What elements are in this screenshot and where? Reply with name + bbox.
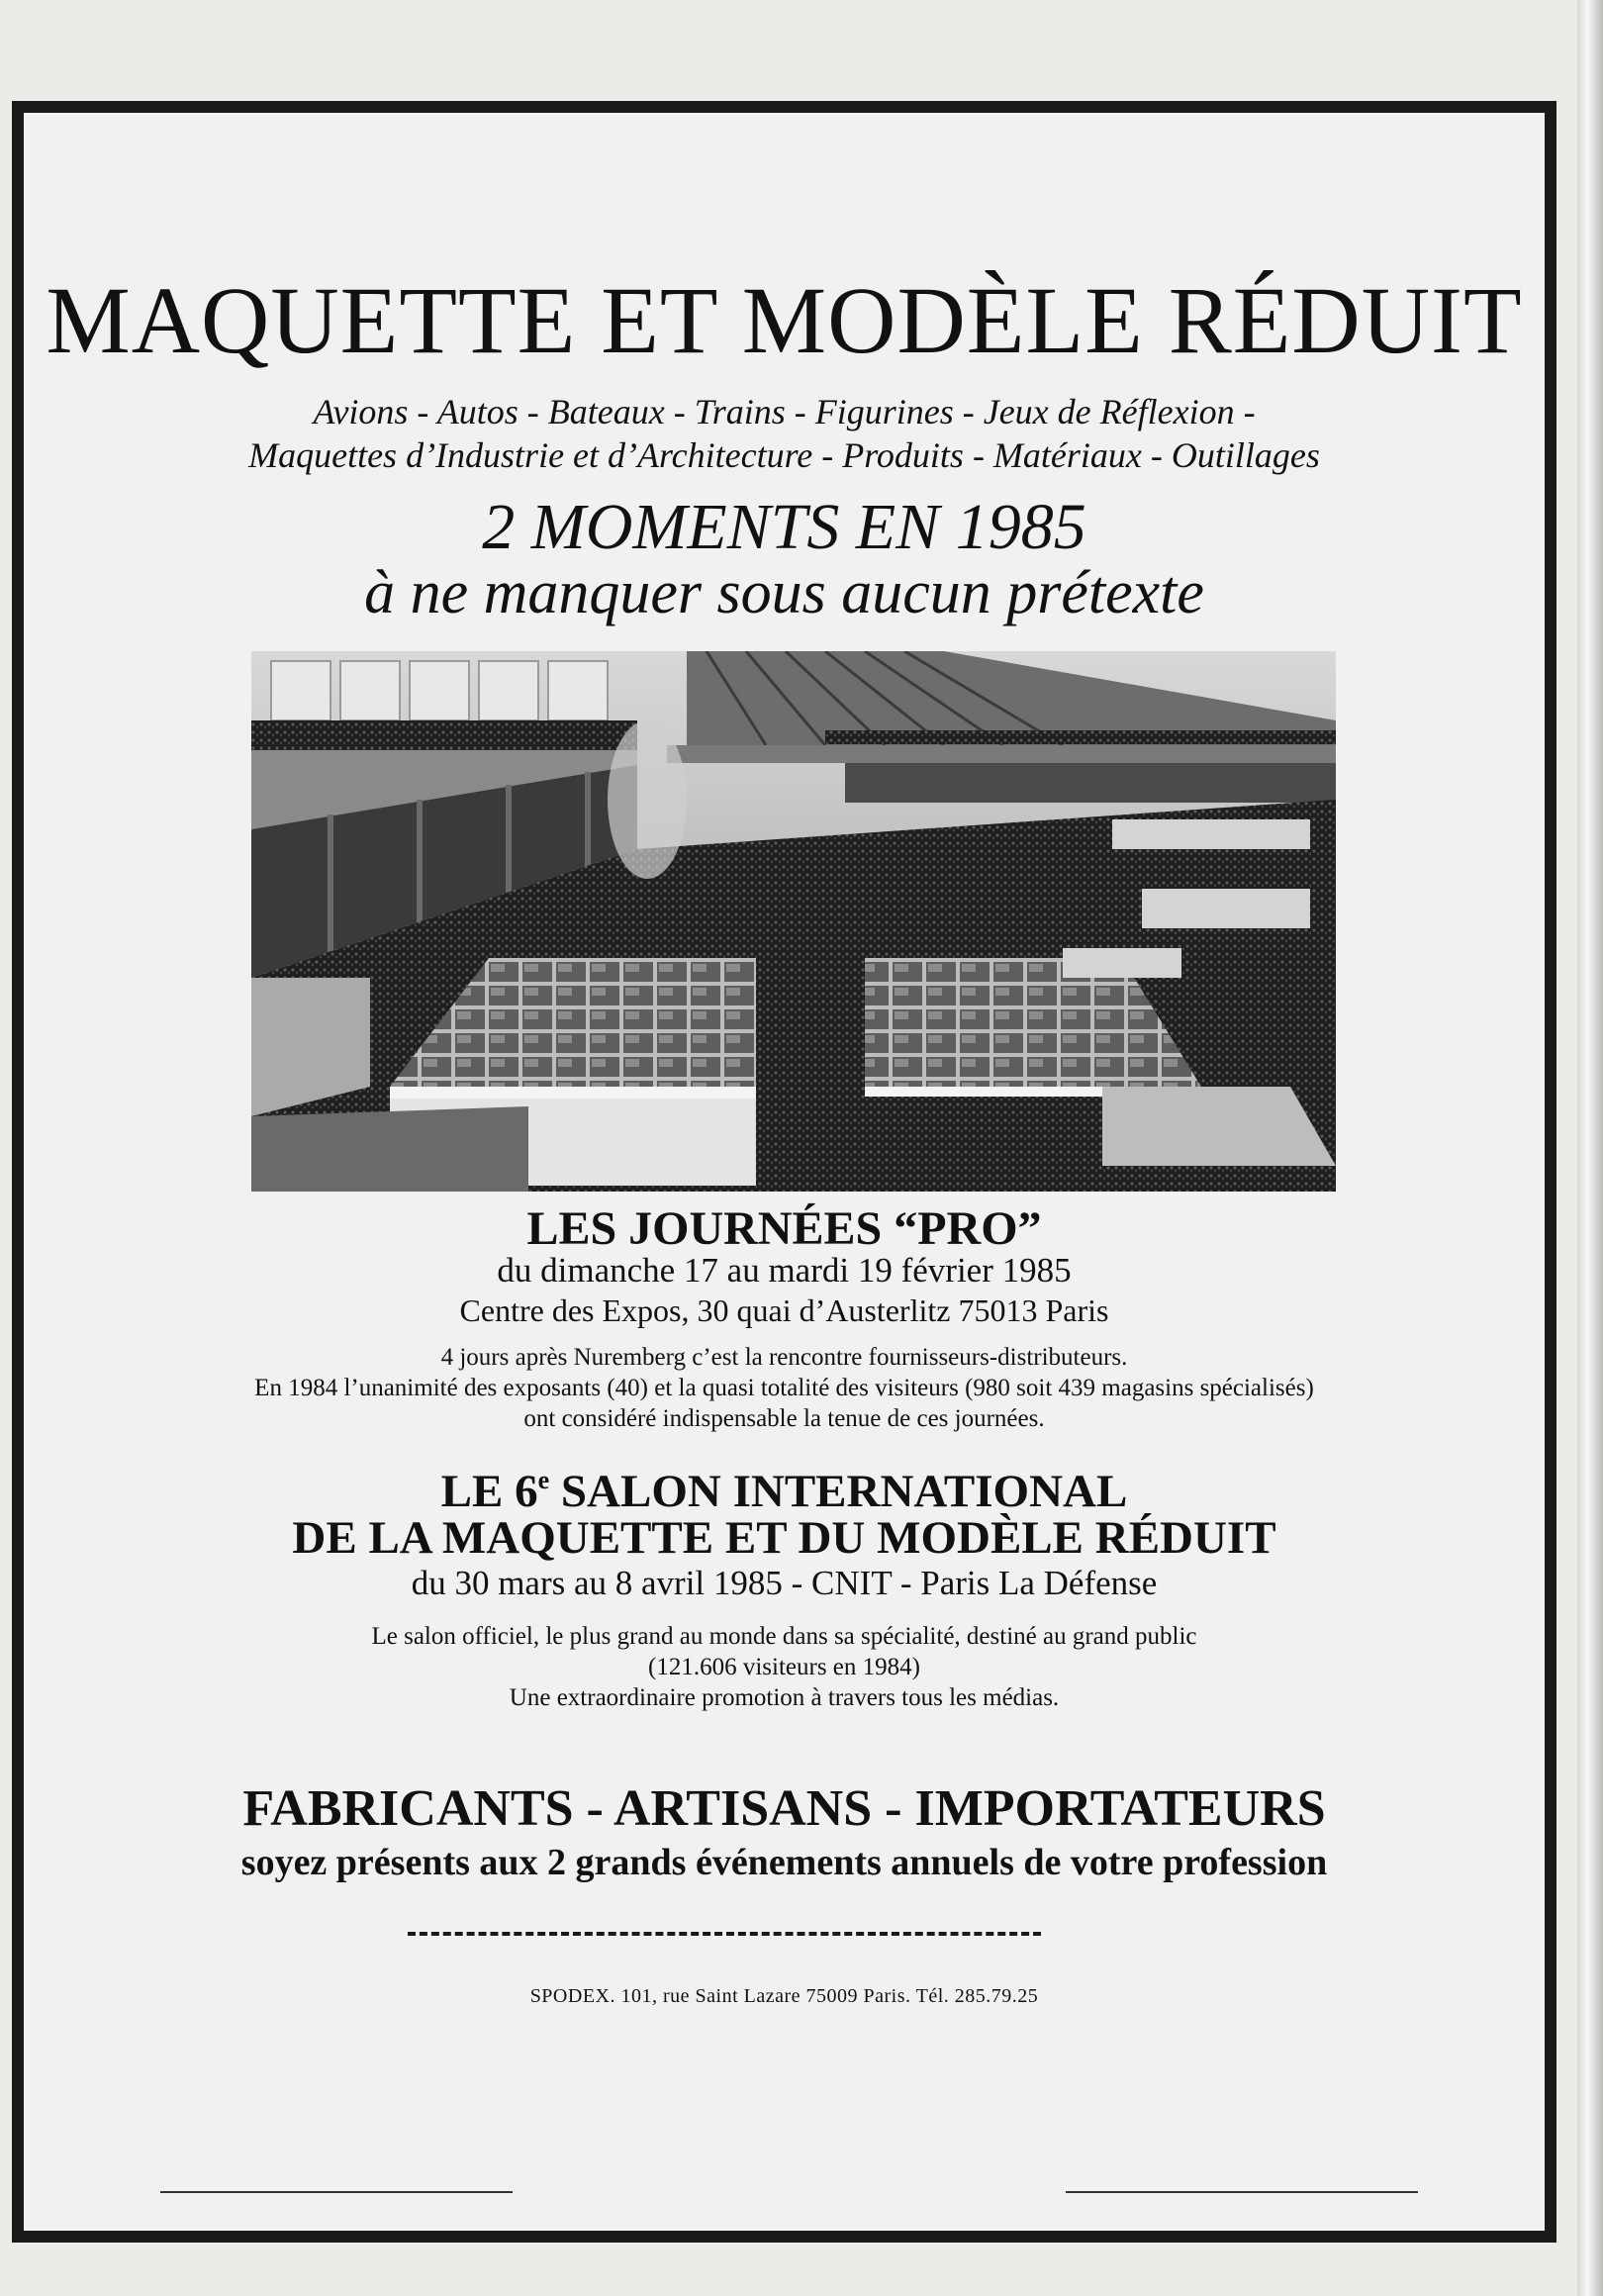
- advertisement-frame: [12, 101, 1556, 2243]
- salon-title-line-2: DE LA MAQUETTE ET DU MODÈLE RÉDUIT: [292, 1512, 1276, 1564]
- exhibition-hall-illustration: [251, 651, 1336, 1192]
- call-to-action-subtitle: soyez présents aux 2 grands événements annuels de votre profession: [240, 1842, 1328, 1883]
- headline: MAQUETTE ET MODÈLE RÉDUIT: [46, 267, 1523, 373]
- journees-pro-description-line: ont considéré indispensable la tenue de ces journées.: [523, 1405, 1045, 1432]
- journees-pro-description: [24, 1342, 1545, 1434]
- journees-pro-dates: du dimanche 17 au mardi 19 février 1985: [497, 1251, 1072, 1290]
- salon-title-rest: SALON INTERNATIONAL: [549, 1466, 1128, 1517]
- exhibition-hall-photo: [251, 651, 1336, 1192]
- categories-line-1: Avions - Autos - Bateaux - Trains - Figurines - Jeux de Réflexion -: [313, 392, 1256, 431]
- salon-title: [24, 1466, 1545, 1564]
- salon-description: [24, 1621, 1545, 1713]
- salon-dates: du 30 mars au 8 avril 1985 - CNIT - Paris La Défense: [411, 1564, 1158, 1602]
- salon-description-line: (121.606 visiteurs en 1984): [648, 1654, 920, 1680]
- salon-description-line: Une extraordinaire promotion à travers tous les médias.: [509, 1684, 1060, 1711]
- signature-line-right: [1066, 2191, 1418, 2193]
- page-edge: [1577, 0, 1603, 2296]
- call-to-action-title: FABRICANTS - ARTISANS - IMPORTATEURS: [242, 1780, 1326, 1837]
- salon-title-line-1: [24, 1466, 1545, 1517]
- journees-pro-venue: Centre des Expos, 30 quai d’Austerlitz 75013 Paris: [459, 1292, 1109, 1328]
- salon-description-line: Le salon officiel, le plus grand au monde dans sa spécialité, destiné au grand public: [371, 1623, 1197, 1650]
- moments-subheading: à ne manquer sous aucun prétexte: [364, 559, 1204, 626]
- signature-line-left: [160, 2191, 513, 2193]
- salon-title-superscript: e: [537, 1466, 550, 1494]
- contact-address: SPODEX. 101, rue Saint Lazare 75009 Paris. Tél. 285.79.25: [529, 1985, 1039, 2007]
- moments-heading: 2 MOMENTS EN 1985: [482, 491, 1086, 563]
- journees-pro-title: LES JOURNÉES “PRO”: [526, 1202, 1042, 1255]
- journees-pro-description-line: 4 jours après Nuremberg c’est la rencontre fournisseurs-distributeurs.: [440, 1344, 1128, 1371]
- categories-list: [24, 390, 1545, 477]
- salon-title-prefix: LE 6: [440, 1466, 538, 1517]
- journees-pro-description-line: En 1984 l’unanimité des exposants (40) et la quasi totalité des visiteurs (980 soit 439 magasins spécialisés): [254, 1375, 1314, 1401]
- dashed-divider: [408, 1932, 1041, 1936]
- categories-line-2: Maquettes d’Industrie et d’Architecture - Produits - Matériaux - Outillages: [248, 435, 1320, 475]
